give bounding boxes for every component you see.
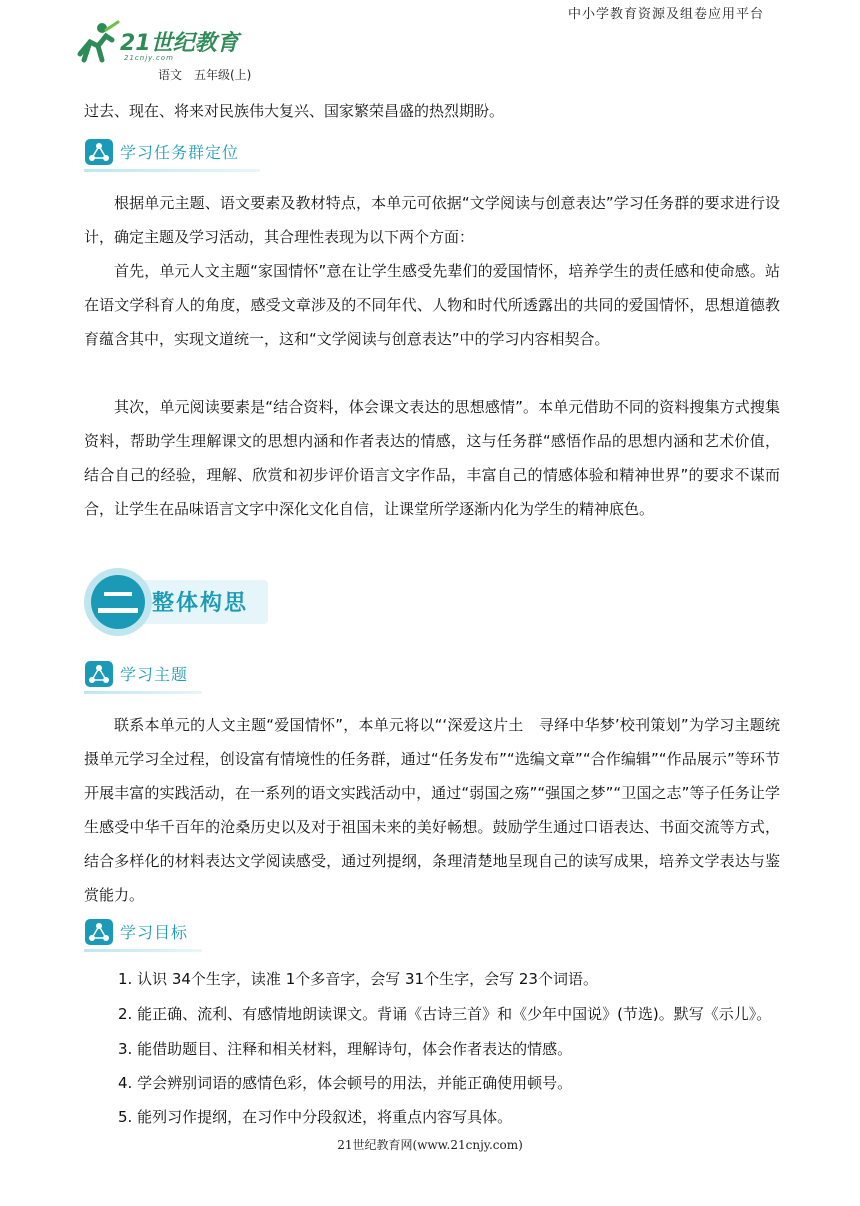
network-icon [84,918,114,946]
theme-paragraph: 联系本单元的人文主题“爱国情怀”，本单元将以“‘深爱这片土 寻绎中华梦’校刊策划”为学习主题统摄单元学习全过程，创设富有情境性的任务群，通过“任务发布”“选编文章”“合作编辑”“作品展示”等环节开展丰富的实践活动，在一系列的语文实践活动中，通过“弱国之殇”“强国之梦”“卫国之志”等子任务让学生感受中华千百年的沧桑历史以及对于祖国未来的美好畅想。鼓励学生通过口语表达、书面交流等方式，结合多样化的材料表达文学阅读感受，通过列提纲，条理清楚地呈现自己的读写成果，培养文学表达与鉴赏能力。 [84,716,780,904]
positioning-paragraph-2: 首先，单元人文主题“家国情怀”意在让学生感受先辈们的爱国情怀，培养学生的责任感和使命感。站在语文学科育人的角度，感受文章涉及的不同年代、人物和时代所透露出的共同的爱国情怀，思想道德教育蕴含其中，实现文道统一，这和“文学阅读与创意表达”中的学习内容相契合。 [84,262,780,348]
logo-text: 21世纪教育 [120,31,239,56]
overall-title: 整体构思 [152,591,249,616]
goal-item: 3. 能借助题目、注释和相关材料，理解诗句，体会作者表达的情感。 [118,1040,573,1058]
section-underline [84,691,202,694]
section-underline [84,949,202,952]
site-logo [72,18,242,66]
section-title: 学习主题 [120,665,189,684]
goal-item: 4. 学会辨别词语的感情色彩，体会顿号的用法，并能正确使用顿号。 [118,1074,573,1092]
section-heading-positioning [84,134,260,172]
intro-paragraph-tail: 过去、现在、将来对民族伟大复兴、国家繁荣昌盛的热烈期盼。 [84,102,505,120]
section-heading-theme [84,656,202,694]
section-title: 学习任务群定位 [120,143,240,162]
runner-logo-icon [72,20,120,64]
section-heading-overall [82,562,268,642]
platform-title: 中小学教育资源及组卷应用平台 [567,7,764,22]
goal-item: 2. 能正确、流利、有感情地朗读课文。背诵《古诗三首》和《少年中国说》(节选)。默写《示儿》。 [118,1005,772,1023]
positioning-paragraph-1: 根据单元主题、语文要素及教材特点，本单元可依据“文学阅读与创意表达”学习任务群的要求进行设计，确定主题及学习活动，其合理性表现为以下两个方面： [84,194,780,246]
section-underline [84,169,260,172]
network-icon [84,660,114,688]
network-icon [84,138,114,166]
page-footer: 21世纪教育网(www.21cnjy.com) [337,1138,523,1152]
section-heading-goals [84,914,202,952]
section-title: 学习目标 [120,923,189,942]
subject-grade: 语文 五年级(上) [158,68,252,82]
goal-item: 5. 能列习作提纲，在习作中分段叙述，将重点内容写具体。 [118,1108,513,1126]
goal-item: 1. 认识 34个生字，读准 1个多音字，会写 31个生字，会写 23个词语。 [118,970,598,988]
logo-subtext: 21cnjy.com [124,54,174,62]
positioning-paragraph-3: 其次，单元阅读要素是“结合资料，体会课文表达的思想感情”。本单元借助不同的资料搜集方式搜集资料，帮助学生理解课文的思想内涵和作者表达的情感，这与任务群“感悟作品的思想内涵和艺术价值，结合自己的经验，理解、欣赏和初步评价语言文字作品，丰富自己的情感体验和精神世界”的要求不谋而合，让学生在品味语言文字中深化文化自信，让课堂所学逐渐内化为学生的精神底色。 [84,398,780,518]
